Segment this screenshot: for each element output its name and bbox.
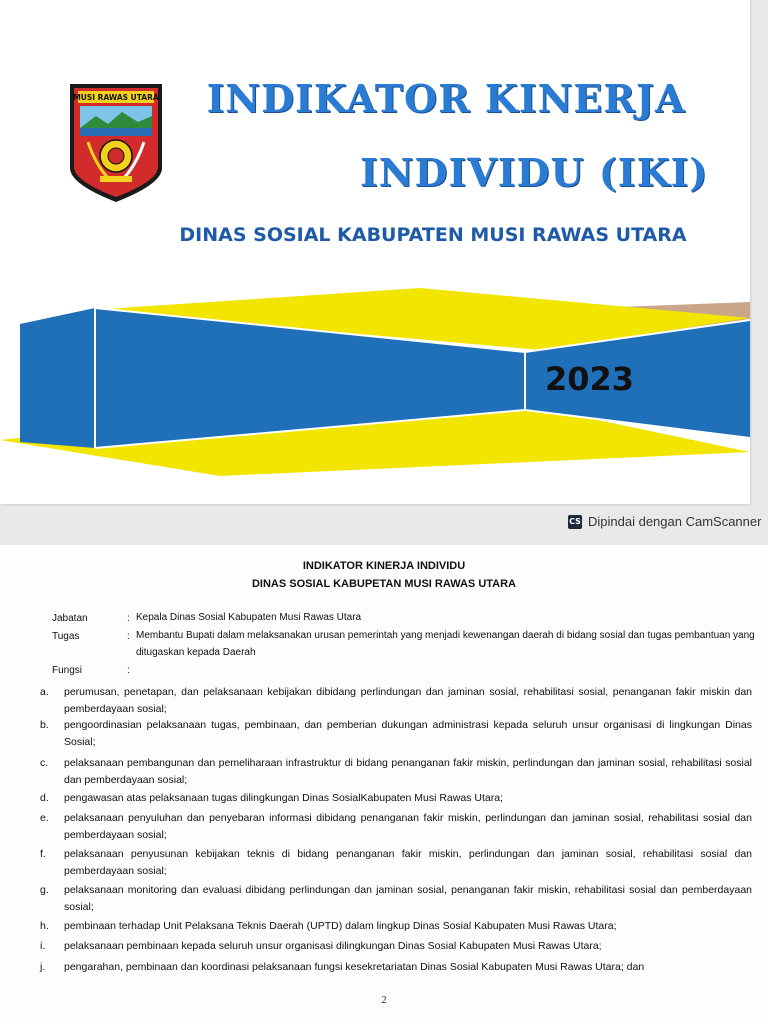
cover-page (0, 0, 750, 504)
item-letter: i. (40, 940, 46, 952)
item-letter: g. (40, 884, 49, 896)
tugas-colon: : (127, 631, 130, 642)
item-text: pelaksanaan pembangunan dan pemeliharaan infrastruktur di bidang penanganan fakir miskin, perlindungan dan jaminan sosial, rehabilitasi sosial dan pemberdayaan sosial; (64, 757, 752, 786)
item-text: pengawasan atas pelaksanaan tugas dilingkungan Dinas SosialKabupaten Musi Rawas Utara; (64, 792, 503, 804)
item-text: perumusan, penetapan, dan pelaksanaan kebijakan dibidang perlindungan dan jaminan sosial, rehabilitasi sosial, penanganan fakir miskin dan pemberdayaan sosial; (64, 686, 752, 715)
cover-year: 2023 (545, 360, 635, 398)
fungsi-item-d (40, 790, 752, 807)
item-text: pembinaan terhadap Unit Pelaksana Teknis Daerah (UPTD) dalam lingkup Dinas Sosial Kabupaten Musi Rawas Utara; (64, 920, 617, 932)
fungsi-item-e (40, 810, 752, 844)
item-text: pelaksanaan penyusunan kebijakan teknis di bidang penanganan fakir miskin, perlindungan dan jaminan sosial, rehabilitasi sosial dan pemberdayaan sosial; (64, 848, 752, 877)
document-heading-2: DINAS SOSIAL KABUPETAN MUSI RAWAS UTARA (251, 578, 516, 590)
fungsi-item-a (40, 684, 752, 718)
camscanner-watermark (568, 514, 761, 529)
jabatan-colon: : (127, 613, 130, 624)
fungsi-item-c (40, 755, 752, 789)
cover-title-line-1: INDIKATOR KINERJA (206, 76, 686, 121)
tugas-value: Membantu Bupati dalam melaksanakan urusan pemerintah yang menjadi kewenangan daerah di bidang sosial dan tugas pembantuan yang ditugaskan kepada Daerah (136, 630, 755, 658)
item-text: pelaksanaan penyuluhan dan penyebaran informasi dibidang penanganan fakir miskin, perlindungan dan jaminan sosial, rehabilitasi sosial dan pemberdayaan sosial; (64, 812, 752, 841)
jabatan-label: Jabatan (52, 613, 88, 624)
svg-text:MUSI RAWAS UTARA: MUSI RAWAS UTARA (73, 93, 159, 102)
item-text: pengoordinasian pelaksanaan tugas, pembinaan, dan pemberian dukungan administrasi kepada seluruh unsur organisasi di lingkungan Dinas Sosial; (64, 719, 752, 748)
item-letter: j. (40, 961, 46, 973)
camscanner-icon: CS (568, 515, 582, 529)
page-number: 2 (381, 995, 387, 1006)
regency-crest-logo (66, 80, 166, 204)
item-text: pelaksanaan monitoring dan evaluasi dibidang perlindungan dan jaminan sosial, penanganan fakir miskin, rehabilitasi sosial dan pemberdayaan sosial; (64, 884, 752, 913)
cover-title-line-2: INDIVIDU (IKI) (360, 150, 709, 195)
fungsi-label: Fungsi (52, 665, 83, 676)
decorative-banner (0, 280, 750, 480)
cover-subtitle: DINAS SOSIAL KABUPATEN MUSI RAWAS UTARA (179, 224, 687, 246)
camscanner-text: Dipindai dengan CamScanner (588, 514, 762, 529)
fungsi-item-f (40, 846, 752, 880)
tugas-label: Tugas (52, 631, 80, 642)
fungsi-item-b (40, 717, 752, 751)
fungsi-item-j (40, 959, 752, 976)
item-letter: a. (40, 686, 49, 698)
item-letter: e. (40, 812, 49, 824)
jabatan-value: Kepala Dinas Sosial Kabupaten Musi Rawas Utara (136, 612, 362, 623)
fungsi-item-i (40, 938, 752, 955)
item-text: pelaksanaan pembinaan kepada seluruh unsur organisasi dilingkungan Dinas Sosial Kabupaten Musi Rawas Utara; (64, 940, 602, 952)
document-heading-1: INDIKATOR KINERJA INDIVIDU (302, 560, 466, 572)
item-letter: c. (40, 757, 49, 769)
item-letter: d. (40, 792, 49, 804)
item-letter: b. (40, 719, 49, 731)
fungsi-item-h (40, 918, 752, 935)
fungsi-colon: : (127, 665, 130, 676)
item-text: pengarahan, pembinaan dan koordinasi pelaksanaan fungsi kesekretariatan Dinas Sosial Kabupaten Musi Rawas Utara; dan (64, 961, 645, 973)
fungsi-item-g (40, 882, 752, 916)
item-letter: h. (40, 920, 49, 932)
item-letter: f. (40, 848, 46, 860)
